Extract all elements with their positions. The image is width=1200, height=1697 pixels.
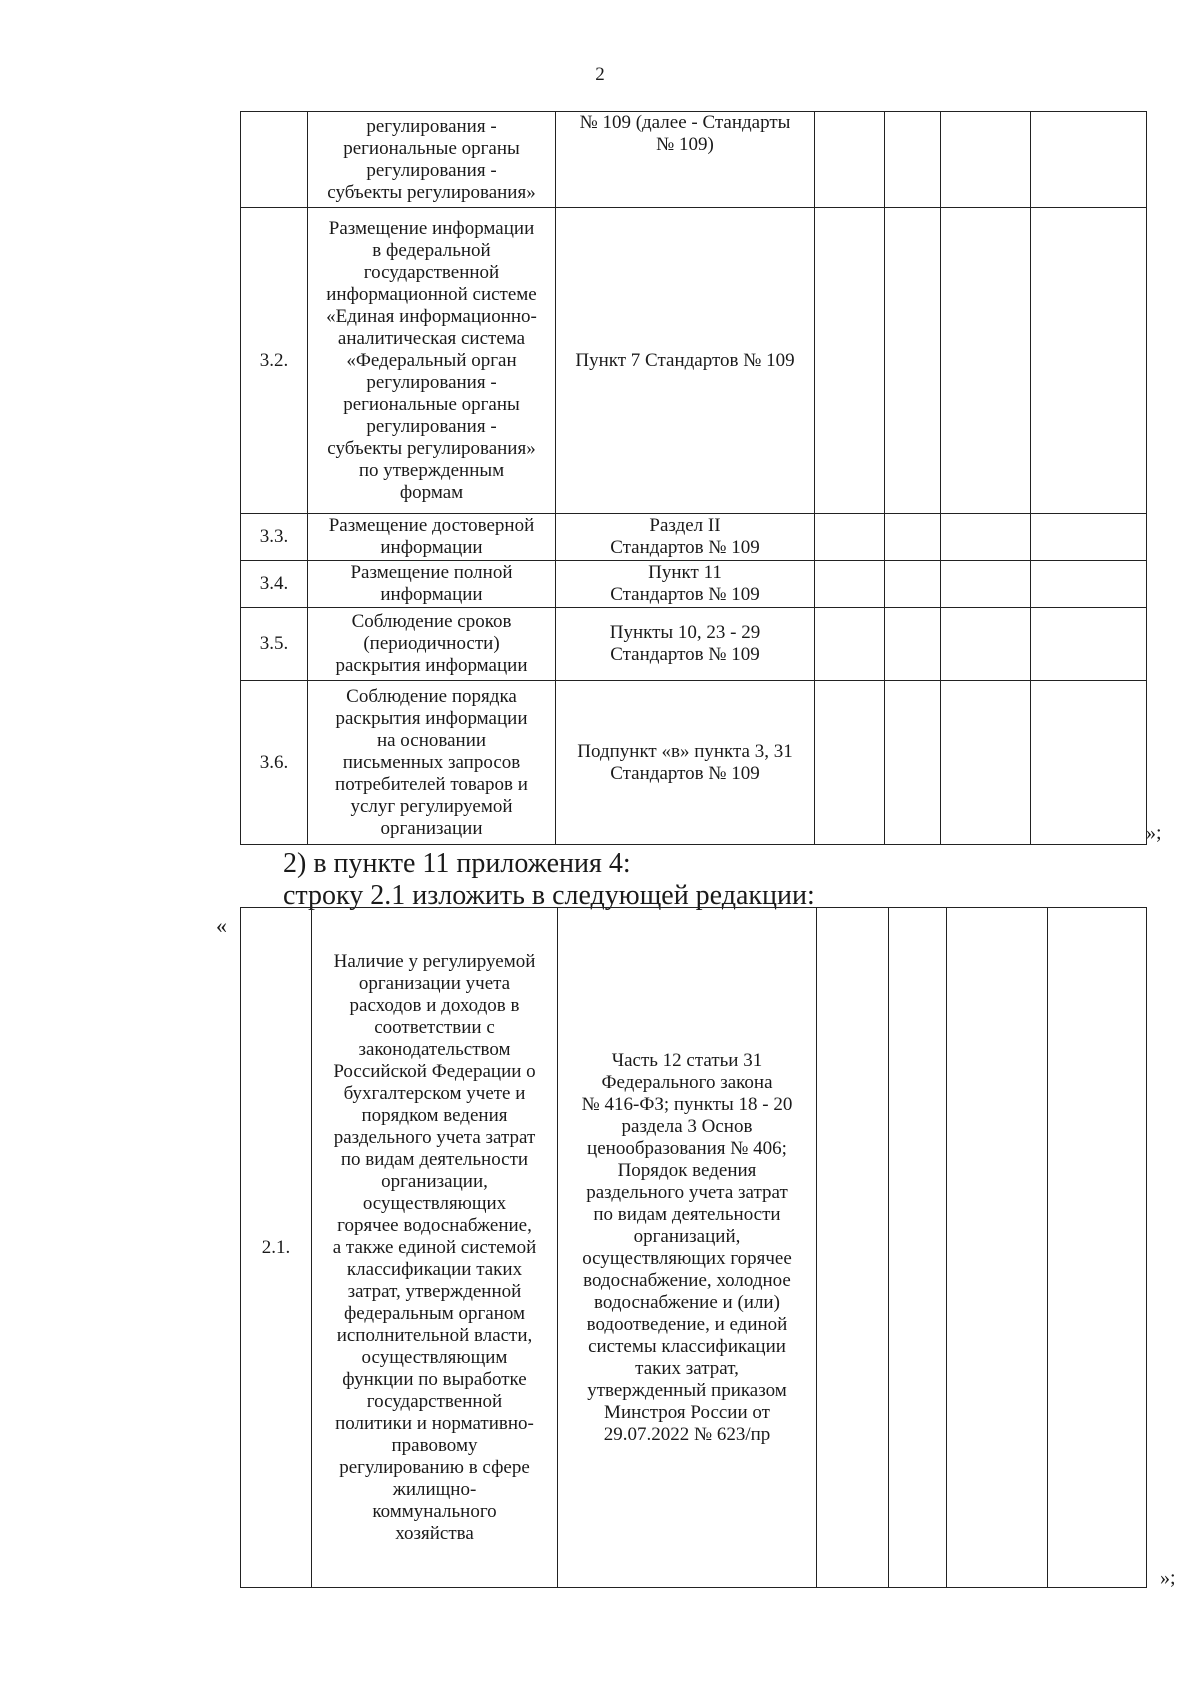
requirement-line: политики и нормативно- (335, 1412, 534, 1434)
requirement-line: информации (380, 537, 483, 558)
legal-basis-line: организаций, (633, 1225, 741, 1247)
requirement-line: формам (399, 481, 464, 503)
legal-basis-line: таких затрат, (635, 1357, 739, 1379)
requirement-line: информации (380, 584, 483, 605)
empty-cell (1031, 514, 1147, 561)
legal-basis-line: Подпункт «в» пункта 3, 31 (577, 740, 793, 762)
requirement-line: (периодичности) (363, 633, 500, 654)
requirement-text (308, 514, 556, 561)
legal-basis-line: Раздел II (649, 515, 721, 536)
legal-basis-text (556, 681, 815, 845)
table-row (241, 514, 1147, 561)
legal-basis-line: Пункт 11 (648, 562, 722, 583)
requirement-line: Российской Федерации о (333, 1060, 536, 1082)
empty-cell (885, 112, 941, 208)
requirement-line: региональные органы (343, 393, 520, 415)
requirement-line: коммунального (372, 1500, 497, 1522)
requirement-line: горячее водоснабжение, (337, 1214, 532, 1236)
requirement-line: субъекты регулирования» (327, 437, 536, 459)
requirement-line: функции по выработке (342, 1368, 527, 1390)
empty-cell (941, 208, 1031, 514)
empty-cell (1031, 681, 1147, 845)
legal-basis-line: 29.07.2022 № 623/пр (603, 1423, 771, 1445)
legal-basis-line: водоснабжение, холодное (583, 1269, 791, 1291)
row-number: 2.1. (241, 908, 312, 1588)
requirement-line: региональные органы (343, 137, 520, 159)
legal-basis-line: Минстроя России от (604, 1401, 770, 1423)
requirement-line: Размещение полной (350, 562, 513, 583)
empty-cell (815, 608, 885, 681)
row-number: 3.2. (241, 208, 308, 514)
requirement-line: организации (380, 817, 483, 839)
requirement-line: раскрытия информации (335, 655, 528, 676)
legal-basis-line: Федерального закона (601, 1071, 773, 1093)
opening-quote-mark: « (216, 913, 227, 938)
requirement-line: в федеральной (372, 239, 491, 261)
row-number: 3.3. (241, 514, 308, 561)
requirement-line: субъекты регулирования» (327, 181, 536, 203)
legal-basis-line: № 109 (далее - Стандарты (579, 112, 791, 133)
empty-cell (1048, 908, 1147, 1588)
amendment-paragraph-line-1: 2) в пункте 11 приложения 4: (283, 848, 631, 879)
closing-quote-mark: »; (1160, 1567, 1176, 1589)
row-number: 3.4. (241, 561, 308, 608)
requirement-line: порядком ведения (361, 1104, 508, 1126)
empty-cell (815, 681, 885, 845)
requirement-line: жилищно- (392, 1478, 477, 1500)
requirement-line: организации учета (358, 972, 511, 994)
empty-cell (1031, 608, 1147, 681)
empty-cell (889, 908, 947, 1588)
empty-cell (941, 112, 1031, 208)
requirement-line: законодательством (358, 1038, 511, 1060)
requirement-line: Соблюдение сроков (351, 611, 512, 632)
empty-cell (817, 908, 889, 1588)
table-row (241, 608, 1147, 681)
requirement-line: регулирования - (366, 371, 497, 393)
legal-basis-line: Стандартов № 109 (610, 584, 760, 605)
requirement-line: информационной системе (326, 283, 537, 305)
requirement-line: исполнительной власти, (336, 1324, 533, 1346)
checklist-table-section-3 (240, 111, 1147, 845)
legal-basis-text (556, 112, 815, 208)
row-number (241, 112, 308, 208)
requirement-line: «Федеральный орган (346, 349, 517, 371)
requirement-text (308, 608, 556, 681)
requirement-line: потребителей товаров и (335, 773, 528, 795)
requirement-line: раздельного учета затрат (333, 1126, 536, 1148)
requirement-line: на основании (376, 729, 487, 751)
page-number: 2 (595, 64, 605, 85)
empty-cell (885, 561, 941, 608)
requirement-line: регулирования - (366, 415, 497, 437)
requirement-line: услуг регулируемой (350, 795, 513, 817)
requirement-line: правовому (391, 1434, 478, 1456)
requirement-line: «Единая информационно- (326, 305, 537, 327)
empty-cell (885, 514, 941, 561)
legal-basis-line: № 416-ФЗ; пункты 18 - 20 (581, 1093, 793, 1115)
empty-cell (941, 681, 1031, 845)
requirement-line: Наличие у регулируемой (333, 950, 536, 972)
requirement-line: государственной (366, 1390, 503, 1412)
requirement-line: классификации таких (346, 1258, 523, 1280)
legal-basis-text (556, 608, 815, 681)
legal-basis-line: водоснабжение и (или) (594, 1291, 780, 1313)
requirement-text (308, 208, 556, 514)
legal-basis-line: водоотведение, и единой (586, 1313, 788, 1335)
amendment-paragraph-line-2: строку 2.1 изложить в следующей редакции: (283, 880, 815, 911)
requirement-text (308, 112, 556, 208)
requirement-line: хозяйства (395, 1522, 474, 1544)
empty-cell (815, 514, 885, 561)
requirement-line: раскрытия информации (335, 707, 528, 729)
requirement-line: государственной (363, 261, 500, 283)
row-number: 3.6. (241, 681, 308, 845)
requirement-line: затрат, утвержденной (347, 1280, 522, 1302)
legal-basis-text (556, 561, 815, 608)
table-row (241, 112, 1147, 208)
legal-basis-line: системы классификации (588, 1335, 786, 1357)
table-row (241, 208, 1147, 514)
closing-quote-mark: »; (1146, 822, 1162, 844)
requirement-line: аналитическая система (337, 327, 526, 349)
requirement-line: регулированию в сфере (339, 1456, 530, 1478)
empty-cell (885, 208, 941, 514)
requirement-line: федеральным органом (343, 1302, 526, 1324)
legal-basis-line: утвержденный приказом (587, 1379, 787, 1401)
empty-cell (1031, 112, 1147, 208)
requirement-line: Размещение информации (328, 217, 535, 239)
requirement-text (308, 561, 556, 608)
legal-basis-text (558, 908, 817, 1588)
requirement-line: расходов и доходов в (349, 994, 520, 1016)
requirement-text (312, 908, 558, 1588)
requirement-line: регулирования - (366, 159, 497, 181)
legal-basis-line: Часть 12 статьи 31 (611, 1049, 763, 1071)
empty-cell (885, 608, 941, 681)
requirement-text (308, 681, 556, 845)
empty-cell (815, 208, 885, 514)
empty-cell (815, 561, 885, 608)
requirement-line: письменных запросов (342, 751, 521, 773)
legal-basis-line: раздела 3 Основ (621, 1115, 753, 1137)
requirement-line: осуществляющим (361, 1346, 508, 1368)
empty-cell (1031, 561, 1147, 608)
legal-basis-line: Стандартов № 109 (610, 762, 760, 784)
requirement-line: а также единой системой (332, 1236, 537, 1258)
requirement-line: соответствии с (374, 1016, 495, 1038)
empty-cell (941, 514, 1031, 561)
legal-basis-line: Порядок ведения (617, 1159, 757, 1181)
requirement-line: по утвержденным (358, 459, 505, 481)
table-row (241, 908, 1147, 1588)
empty-cell (1031, 208, 1147, 514)
empty-cell (941, 608, 1031, 681)
empty-cell (885, 681, 941, 845)
table-row (241, 561, 1147, 608)
legal-basis-text (556, 514, 815, 561)
requirement-line: Размещение достоверной (328, 515, 535, 536)
legal-basis-line: по видам деятельности (593, 1203, 781, 1225)
requirement-line: осуществляющих (362, 1192, 507, 1214)
legal-basis-line: Стандартов № 109 (610, 644, 760, 665)
row-number: 3.5. (241, 608, 308, 681)
table-row (241, 681, 1147, 845)
legal-basis-line: Пункт 7 Стандартов № 109 (575, 349, 795, 371)
legal-basis-line: № 109) (656, 134, 714, 155)
legal-basis-line: раздельного учета затрат (586, 1181, 788, 1203)
legal-basis-line: ценообразования № 406; (587, 1137, 787, 1159)
requirement-line: по видам деятельности (340, 1148, 529, 1170)
requirement-line: Соблюдение порядка (346, 685, 517, 707)
empty-cell (815, 112, 885, 208)
checklist-table-row-2-1 (240, 907, 1147, 1588)
empty-cell (941, 561, 1031, 608)
requirement-line: регулирования - (366, 115, 497, 137)
legal-basis-text (556, 208, 815, 514)
requirement-line: бухгалтерском учете и (343, 1082, 526, 1104)
legal-basis-line: осуществляющих горячее (582, 1247, 792, 1269)
empty-cell (947, 908, 1048, 1588)
requirement-line: организации, (381, 1170, 488, 1192)
legal-basis-line: Стандартов № 109 (610, 537, 760, 558)
legal-basis-line: Пункты 10, 23 - 29 (609, 622, 761, 643)
